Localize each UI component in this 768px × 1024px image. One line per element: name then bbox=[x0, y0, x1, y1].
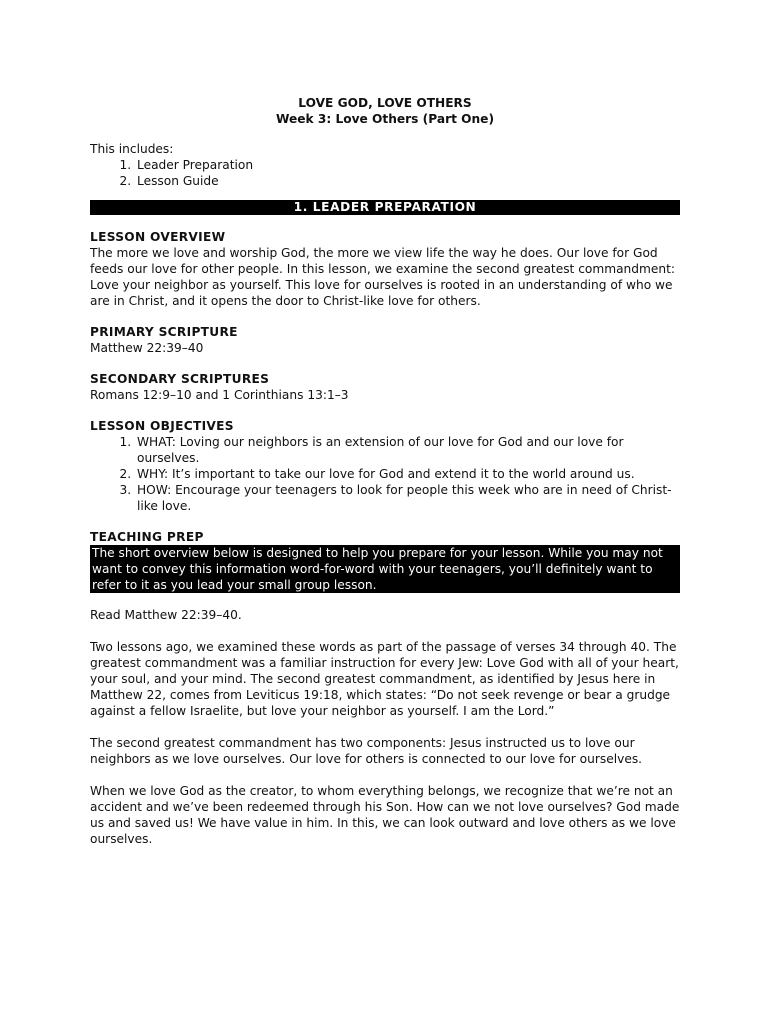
secondary-scriptures-text: Romans 12:9–10 and 1 Corinthians 13:1–3 bbox=[90, 388, 349, 402]
list-item: 1. WHAT: Loving our neighbors is an extension of our love for God and our love for ourselves. bbox=[135, 434, 680, 466]
list-item: 1. Leader Preparation bbox=[135, 157, 680, 173]
list-item: 2. WHY: It’s important to take our love for God and extend it to the world around us. bbox=[135, 466, 680, 482]
body-paragraph: When we love God as the creator, to whom everything belongs, we recognize that we’re not an accident and we’ve been redeemed through his Son. How can we not love ourselves? God made us and saved us! We have value in him. In this, we can look outward and love others as we love ourselves. bbox=[90, 784, 680, 846]
body-paragraph: Two lessons ago, we examined these words as part of the passage of verses 34 through 40. The greatest commandment was a familiar instruction for every Jew: Love God with all of your heart, your soul, and your mind. The second greatest commandment, as identified by Jesus here in Matthew 22, comes from Leviticus 19:18, which states: “Do not seek revenge or bear a grudge against a fellow Israelite, but love your neighbor as yourself. I am the Lord.” bbox=[90, 640, 679, 718]
section-bar-leader-preparation: 1. LEADER PREPARATION bbox=[90, 200, 680, 215]
list-item: 2. Lesson Guide bbox=[135, 173, 680, 189]
list-item: 3. HOW: Encourage your teenagers to look for people this week who are in need of Christ-like love. bbox=[135, 482, 680, 514]
document-subtitle: Week 3: Love Others (Part One) bbox=[275, 112, 495, 126]
heading-primary-scripture: PRIMARY SCRIPTURE bbox=[90, 325, 238, 339]
title-block bbox=[90, 95, 680, 127]
primary-scripture-text: Matthew 22:39–40 bbox=[90, 341, 204, 355]
heading-teaching-prep: TEACHING PREP bbox=[90, 530, 204, 544]
heading-lesson-overview: LESSON OVERVIEW bbox=[90, 230, 226, 244]
document-title: LOVE GOD, LOVE OTHERS bbox=[298, 96, 472, 110]
includes-label: This includes: bbox=[90, 142, 174, 156]
heading-secondary-scriptures: SECONDARY SCRIPTURES bbox=[90, 372, 270, 386]
teaching-prep-box: The short overview below is designed to help you prepare for your lesson. While you may not want to convey this information word-for-word with your teenagers, you’ll definitely want to refer to it as you lead your small group lesson. bbox=[90, 545, 680, 593]
document-page bbox=[90, 95, 680, 847]
body-paragraph: The second greatest commandment has two components: Jesus instructed us to love our neighbors as we love ourselves. Our love for others is connected to our love for ourselves. bbox=[90, 736, 643, 766]
body-paragraph: Read Matthew 22:39–40. bbox=[90, 608, 242, 622]
heading-lesson-objectives: LESSON OBJECTIVES bbox=[90, 419, 234, 433]
includes-list bbox=[90, 157, 680, 189]
objectives-list bbox=[90, 434, 680, 514]
lesson-overview-text: The more we love and worship God, the more we view life the way he does. Our love for God feeds our love for other people. In this lesson, we examine the second greatest commandment: Love your neighbor as yourself. This love for ourselves is rooted in an understanding of who we are in Christ, and it opens the door to Christ-like love for others. bbox=[90, 246, 675, 308]
